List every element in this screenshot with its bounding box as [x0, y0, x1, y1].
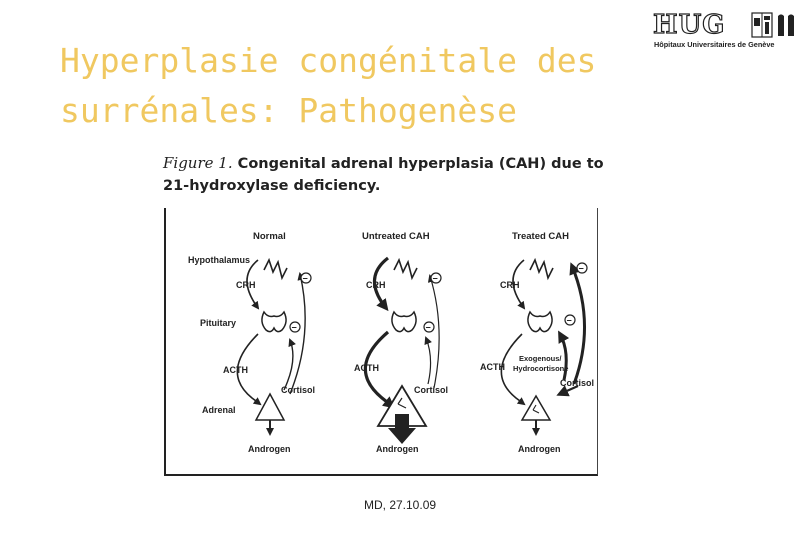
treated-exogenous-label: Exogenous/: [519, 354, 562, 363]
treated-adrenal-triangle: [522, 396, 550, 420]
hug-logo-letters: HUG: [653, 10, 726, 40]
normal-inhibit-pituitary: −: [291, 322, 297, 333]
normal-androgen-label: Androgen: [248, 444, 291, 454]
normal-adrenal-triangle: [256, 394, 284, 420]
footer-date: MD, 27.10.09: [364, 498, 437, 512]
slide-title: [60, 36, 596, 136]
cah-pathogenesis-diagram: [164, 208, 598, 476]
treated-inhibit-hypothalamus: −: [578, 263, 584, 274]
treated-cortisol-label: Cortisol: [560, 378, 595, 388]
diagram-svg: [166, 208, 600, 476]
label-adrenal: Adrenal: [202, 405, 236, 415]
treated-acth-label: ACTH: [480, 362, 505, 372]
treated-feedback-hypothalamus: [572, 263, 585, 384]
normal-pituitary-shape: [262, 312, 286, 332]
normal-hypothalamus-shape: [264, 260, 287, 278]
untreated-crh-label: CRH: [366, 280, 386, 290]
untreated-hypothalamus-shape: [394, 260, 417, 278]
caption-text-1: Congenital adrenal hyperplasia (CAH) due to: [237, 156, 604, 172]
normal-cortisol-label: Cortisol: [281, 385, 316, 395]
untreated-cortisol-label: Cortisol: [414, 385, 449, 395]
treated-column: [480, 260, 594, 454]
untreated-inhibit-hypothalamus: −: [432, 273, 438, 284]
caption-line-2: 21-hydroxylase deficiency.: [163, 178, 381, 194]
hug-logo: [653, 11, 799, 51]
untreated-inhibit-pituitary: −: [425, 322, 431, 333]
untreated-feedback-pituitary: [426, 338, 431, 384]
normal-inhibit-hypothalamus: −: [302, 273, 308, 284]
treated-inhibit-pituitary: −: [566, 315, 572, 326]
normal-column: [223, 260, 315, 454]
treated-hydrocortisone-label: Hydrocortisone: [513, 364, 569, 373]
label-pituitary: Pituitary: [200, 318, 237, 328]
column-header-treated: Treated CAH: [512, 231, 570, 242]
slide-title-line-2: surrénales: Pathogenèse: [60, 91, 517, 130]
untreated-pituitary-shape: [392, 312, 416, 332]
untreated-androgen-label: Androgen: [376, 444, 419, 454]
treated-crh-label: CRH: [500, 280, 520, 290]
geneva-crest-icon: [751, 12, 799, 40]
untreated-column: [354, 258, 448, 454]
untreated-arrow-androgen: [388, 428, 416, 444]
slide-title-line-1: Hyperplasie congénitale des: [60, 41, 597, 80]
treated-hypothalamus-shape: [530, 260, 553, 278]
untreated-androgen-block: [395, 414, 409, 428]
untreated-acth-label: ACTH: [354, 363, 379, 373]
figure-caption: [163, 152, 604, 197]
figure-label: Figure 1.: [163, 154, 233, 172]
treated-pituitary-shape: [528, 312, 552, 332]
label-hypothalamus: Hypothalamus: [188, 255, 251, 265]
hug-logo-subtitle: Hôpitaux Universitaires de Genève: [654, 40, 775, 49]
normal-feedback-hypothalamus: [290, 274, 305, 394]
caption-line-1: [163, 152, 604, 175]
column-header-normal: Normal: [253, 231, 286, 242]
normal-feedback-pituitary: [284, 340, 293, 390]
treated-androgen-label: Androgen: [518, 444, 561, 454]
column-header-untreated: Untreated CAH: [362, 231, 430, 242]
normal-acth-label: ACTH: [223, 365, 248, 375]
normal-crh-label: CRH: [236, 280, 256, 290]
